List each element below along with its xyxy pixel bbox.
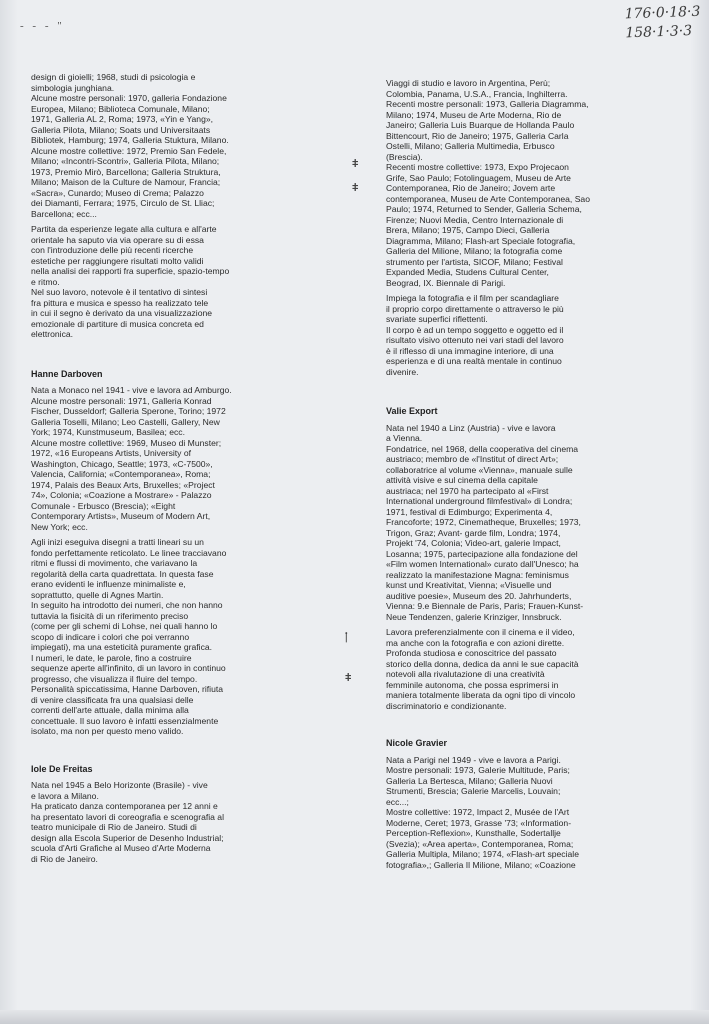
valie-statement-paragraph: Lavora preferenzialmente con il cinema e il video, ma anche con la fotografia e con azioni dirette. Profonda studiosa e conoscitrice del passato storico della donna, dedica da anni le sue capacità notevoli alla rivalutazione di una creatività femminile autonoma, che possa esprimersi in maniera totalmente liberata da ogni tipo di vincolo discriminatorio e condizionante. — [386, 627, 579, 711]
section-spacer — [31, 345, 278, 369]
handwritten-archive-code — [625, 3, 702, 44]
archive-code-line-2: 158·1·3·3 — [625, 22, 693, 42]
margin-pen-mark: ᛙ — [343, 632, 350, 644]
intro-statement-paragraph: Partita da esperienze legate alla cultura e all'arte orientale ha saputo via via operare su di essa con l'introduzione delle più recenti ricerche estetiche per raggiungere risultati molto validi nella analisi dei rapporti fra superficie, spazio-tempo e ritmo. Nel suo lavoro, notevole è il tentativo di sintesi fra pittura e musica e spesso ha realizzato tele in cui il segno è derivato da una visualizzazione emozionale di partiture di musica concreta ed elettronica. — [31, 224, 230, 339]
iole-bio-paragraph: Nata nel 1945 a Belo Horizonte (Brasile) - vive e lavora a Milano. Ha praticato danza contemporanea per 12 anni e ha presentato lavori di coreografia e scenografia al teatro municipale di Rio de Janeiro. Studi di design alla Escola Superior de Desenho Industrial; scuola d'Arti Grafiche al Museo d'Arte Moderna di Rio de Janeiro. — [31, 780, 224, 864]
artist-heading-iole-de-freitas: Iole De Freitas — [31, 763, 93, 774]
valie-bio-paragraph: Nata nel 1940 a Linz (Austria) - vive e lavora a Vienna. Fondatrice, nel 1968, della cooperativa del cinema austriaco; membro de «l'Institut of direct Art»; collaboratrice al volume «Vienna», manuale sulle attività visive e sul cinema della capitale austriaca; nel 1970 ha partecipato al «First International underground filmfestival» di Londra; 1971, festival di Edimburgo; Experimenta 4, Francoforte; 1972, Cinematheque, Bruxelles; 1973, Trigon, Graz; Avant- garde film, Londra; 1974, Projekt '74, Colonia; Video-art, galerie Impact, Losanna; 1975, partecipazione alla fondazione del «Film women International» curato dall'Unesco; ha realizzato la manifestazione Magna: feminismus kunst und Kreativitat, Vienna; «Visuelle und auditive poesie», Museum des 20. Jahrhunderts, Vienna: 9.e Biennale de Paris, Paris; Frauen-Kunst- Neue Tendenzen, galerie Krinziger, Innsbruck. — [386, 422, 584, 622]
section-spacer — [31, 742, 278, 764]
artist-heading-nicole-gravier: Nicole Gravier — [386, 738, 448, 748]
artist-heading-valie-export: Valie Export — [386, 406, 438, 416]
margin-pen-mark: ǂ — [352, 182, 359, 194]
section-spacer — [386, 382, 644, 406]
intro-practice-paragraph: Impiega la fotografia e il film per scandagliare il proprio corpo direttamente o attraverso le più svariate superfici riflettenti. Il corpo è ad un tempo soggetto e oggetto ed il risultato visivo ottenuto nei vari stadi del lavoro è il riflesso di una immagine interiore, di una esperienza e di una realtà mentale in continuo divenire. — [386, 293, 564, 377]
hanne-bio-paragraph: Nata a Monaco nel 1941 - vive e lavora ad Amburgo. Alcune mostre personali: 1971, Galleria Konrad Fischer, Dusseldorf; Galleria Sperone, Torino; 1972 Galleria Toselli, Milano; Leo Castelli, Gallery, New York; 1974, Kunstmuseum, Basilea; ecc. Alcune mostre collettive: 1969, Museo di Munster; 1972, «16 Europeans Artists, University of Washington, Chicago, Seattle; 1973, «C-7500», Valencia, California; «Contemporanea», Roma; 1974, Palais des Beaux Arts, Bruxelles; «Project 74», Colonia; «Coazione a Mostrare» - Palazzo Comunale - Erbusco (Brescia); «Eight Contemporary Artists», Museum of Modern Art, New York; ecc. — [31, 385, 232, 532]
margin-pen-mark: ǂ — [345, 672, 352, 684]
artist-heading-hanne-darboven: Hanne Darboven — [31, 368, 103, 379]
corner-marks: - - - " — [20, 20, 65, 32]
page-bottom-edge — [0, 1010, 709, 1024]
intro-bio-paragraph: design di gioielli; 1968, studi di psicologia e simbologia junghiana. Alcune mostre personali: 1970, galleria Fondazione Europea, Milano; Biblioteca Comunale, Milano; 1971, Galleria AL 2, Roma; 1973, «Yin e Yang», Galleria Pilota, Milano; Soats und Universitaats Bibliotek, Hamburg; 1974, Galleria Stuktura, Milano. Alcune mostre collettive: 1972, Premio San Fedele, Milano; «Incontri-Scontri», Galleria Pilota, Milano; 1973, Premio Mirò, Barcellona; Galleria Struktura, Milano; Maison de la Culture de Namour, Francia; «Sacra», Cunardo; Museo di Crema; Palazzo dei Diamanti, Ferrara; 1975, Circulo de St. Lliac; Barcellona; ecc... — [31, 72, 229, 219]
section-spacer — [386, 716, 644, 738]
margin-pen-mark: ǂ — [352, 158, 359, 170]
archive-code-line-1: 176·0·18·3 — [624, 3, 701, 23]
intro-exhibitions-paragraph: Viaggi di studio e lavoro in Argentina, Perù; Colombia, Panama, U.S.A., Francia, Inghilterra. Recenti mostre personali: 1973, Galleria Diagramma, Milano; 1974, Museu de Arte Moderna, Rio de Janeiro; Galleria Luis Buarque de Hollanda Paulo Bittencourt, Rio de Janeiro; 1975, Galleria Carla Ostelli, Milano; Galleria Multimedia, Erbusco (Brescia). Recenti mostre collettive: 1973, Expo Projecaon Grife, Sao Paulo; Fotolinguagem, Museu de Arte Contemporanea, Rio de Janeiro; Jovem arte contemporanea, Museu de Arte Contemporanea, Sao Paulo; 1974, Returned to Sender, Galleria Schema, Firenze; Nuovi Media, Centro Internazionale di Brera, Milano; 1975, Campo Dieci, Galleria Diagramma, Milano; Flash-art Speciale fotografia, Galleria del Milione, Milano; la fotografia come strumento per l'artista, SICOF, Milano; Festival Expanded Media, Studens Cultural Center, Beograd, IX. Biennale di Parigi. — [386, 78, 590, 288]
left-column — [31, 72, 278, 869]
hanne-statement-paragraph: Agli inizi eseguiva disegni a tratti lineari su un fondo perfettamente reticolato. Le linee tracciavano ritmi e flussi di movimento, che variavano la regolarità della carta quadrettata. In questa fase erano evidenti le influenze minimaliste e, soprattutto, quelle di Agnes Martin. In seguito ha introdotto dei numeri, che non hanno tuttavia la fisicità di un riferimento preciso (come per gli schemi di Lohse, nei quali hanno lo scopo di indicare i colori che poi verranno impiegati), ma una esteticità puramente grafica. I numeri, le date, le parole, fino a costruire sequenze aperte all'infinito, di un lavoro in continuo progresso, che visualizza il fluire del tempo. Personalità spiccatissima, Hanne Darboven, rifiuta di venire classificata fra una qualsiasi delle correnti dell'arte attuale, dalla minima alla concettuale. Il suo lavoro è infatti essenzialmente isolato, ma non per questo meno valido. — [31, 537, 227, 736]
right-column — [386, 78, 644, 875]
nicole-bio-paragraph: Nata a Parigi nel 1949 - vive e lavora a Parigi. Mostre personali: 1973, Galerie Multitude, Paris; Galleria La Bertesca, Milano; Galleria Nuovi Strumenti, Brescia; Galerie Marcelis, Louvain; ecc...; Mostre collettive: 1972, Impact 2, Musée de l'Art Moderne, Ceret; 1973, Grasse '73; «Information- Perception-Reflexion», Kunsthalle, Sodertallje (Svezia); «Area aperta», Contemporanea, Roma; Galleria Multipla, Milano; 1974, «Flash-art speciale fotografia»,; Galleria Il Milione, Milano; «Coazione — [386, 754, 579, 870]
